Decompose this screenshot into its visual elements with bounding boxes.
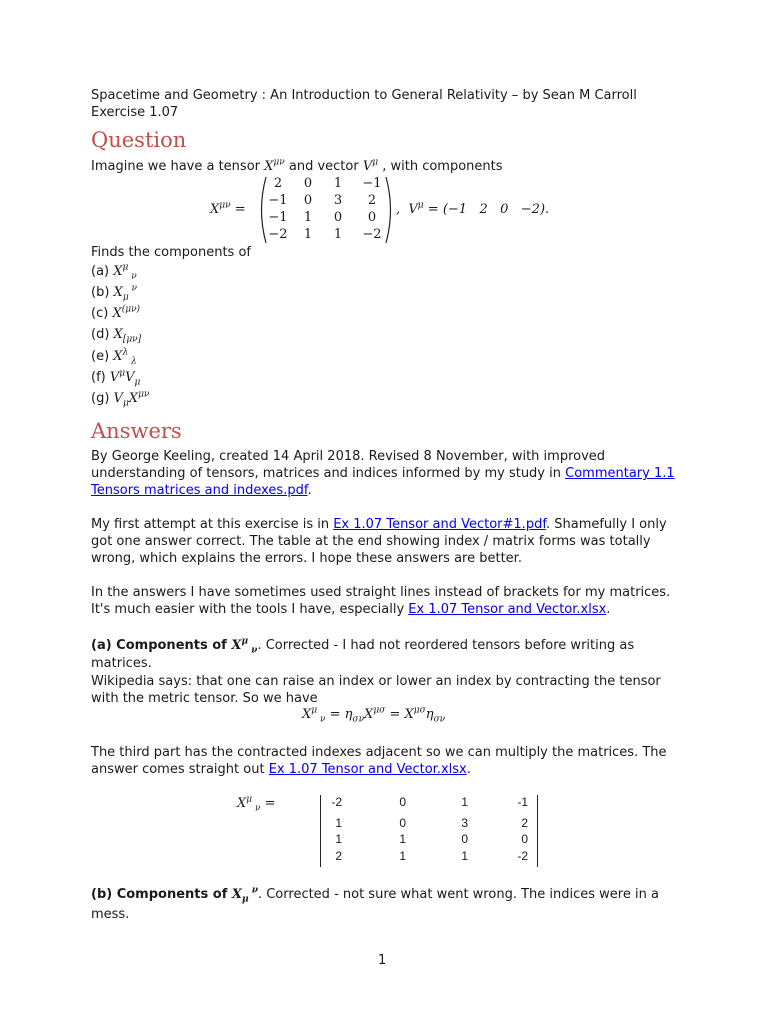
result-cell: 2 xyxy=(521,816,528,830)
matrix-cell: −2 xyxy=(362,227,382,242)
matrix-cell: 1 xyxy=(303,227,313,242)
result-cell: 1 xyxy=(335,816,342,830)
commentary-link-part2[interactable]: Tensors matrices and indexes.pdf xyxy=(91,483,308,498)
result-cell: 1 xyxy=(399,832,406,846)
result-cell: 1 xyxy=(461,849,468,863)
item-g: (g) $V_\mu X^{\mu\nu}$ xyxy=(91,389,150,409)
matrix-cell: −1 xyxy=(268,193,288,208)
item-c: (c) $X^{(\mu\nu)}$ xyxy=(91,304,141,321)
matrix-cell: 3 xyxy=(333,193,343,208)
part-a-line3: Wikipedia says: that one can raise an index or lower an index by contracting the tensor xyxy=(91,674,661,689)
matrix-cell: 1 xyxy=(303,210,313,225)
first-attempt-line2: got one answer correct. The table at the end showing index / matrix forms was totally xyxy=(91,534,651,549)
result-cell: -2 xyxy=(517,849,528,863)
tensor-matrix-equation xyxy=(210,176,590,244)
matrix-cell: 0 xyxy=(303,176,313,191)
result-cell: -2 xyxy=(331,795,342,809)
matrix-cell: 1 xyxy=(333,176,343,191)
result-cell: 2 xyxy=(335,849,342,863)
result-cell: 0 xyxy=(461,832,468,846)
question-intro xyxy=(91,158,503,175)
matrix-format-line1: In the answers I have sometimes used straight lines instead of brackets for my matrices. xyxy=(91,585,671,600)
tensor-matrix xyxy=(266,176,386,244)
exercise-number: Exercise 1.07 xyxy=(91,105,179,120)
result-cell: 0 xyxy=(399,795,406,809)
matrix-cell: 2 xyxy=(273,176,283,191)
result-lhs: $X^\mu$ $_\nu$ = xyxy=(237,794,276,814)
commentary-link-part1[interactable]: Commentary 1.1 xyxy=(565,466,675,481)
intro-text-2: and vector xyxy=(284,159,363,174)
find-components-text: Finds the components of xyxy=(91,245,251,260)
part-b-heading: (b) Components of $X_\mu$ $^\nu$. Corrected - not sure what went wrong. The indices were in a xyxy=(91,885,659,905)
matrix-cell: −2 xyxy=(268,227,288,242)
matrix-cell: 0 xyxy=(333,210,343,225)
matrix-cell: −1 xyxy=(268,210,288,225)
right-paren-icon xyxy=(384,176,396,244)
result-cell: 0 xyxy=(521,832,528,846)
matrix-cell: −1 xyxy=(362,176,382,191)
result-cell: 0 xyxy=(399,816,406,830)
intro-text-1: Imagine we have a tensor xyxy=(91,159,265,174)
matrix-cell: 0 xyxy=(303,193,313,208)
result-cell: 1 xyxy=(399,849,406,863)
matrix-cell: 2 xyxy=(367,193,377,208)
question-heading: Question xyxy=(91,128,187,152)
part-a-line2: matrices. xyxy=(91,656,152,671)
first-attempt-line3: wrong, which explains the errors. I hope these answers are better. xyxy=(91,551,522,566)
item-d: (d) $X_{[\mu\nu]}$ xyxy=(91,327,142,345)
matrix-cell: 0 xyxy=(367,210,377,225)
book-title-line: Spacetime and Geometry : An Introduction to General Relativity – by Sean M Carroll xyxy=(91,88,637,103)
vector-equation: , $V^\mu = (-1$ 2 0 −2). xyxy=(396,200,550,217)
page-number: 1 xyxy=(378,953,387,968)
first-attempt-link[interactable]: Ex 1.07 Tensor and Vector#1.pdf xyxy=(333,517,546,532)
part-b-line2: mess. xyxy=(91,907,130,922)
matrix-format-line2: It's much easier with the tools I have, especially Ex 1.07 Tensor and Vector.xlsx. xyxy=(91,602,611,617)
answers-heading: Answers xyxy=(91,419,182,443)
item-e: (e) $X^\lambda$ $_\lambda$ xyxy=(91,347,137,367)
result-cell: 1 xyxy=(461,795,468,809)
third-part-line1: The third part has the contracted indexes adjacent so we can multiply the matrices. The xyxy=(91,745,667,760)
result-cell: -1 xyxy=(517,795,528,809)
item-b: (b) $X_\mu$ $^\nu$ xyxy=(91,283,138,303)
result-matrix xyxy=(320,795,538,867)
part-a-line4: with the metric tensor. So we have xyxy=(91,691,318,706)
matrix-lhs: $X^{\mu\nu}$ = xyxy=(210,200,246,217)
index-lowering-equation: $X^\mu$ $_\nu = \eta_{\sigma\nu}X^{\mu\sigma} = X^{\mu\sigma}\eta_{\sigma\nu}$ xyxy=(302,705,446,725)
xlsx-link-1[interactable]: Ex 1.07 Tensor and Vector.xlsx xyxy=(408,602,607,617)
item-f: (f) $V^\mu V_\mu$ xyxy=(91,368,141,388)
xlsx-link-2[interactable]: Ex 1.07 Tensor and Vector.xlsx xyxy=(268,762,467,777)
tensor-symbol: $X^{\mu\nu}$ xyxy=(264,157,285,174)
item-a: (a) $X^\mu$ $_\nu$ xyxy=(91,262,137,282)
third-part-line2: answer comes straight out Ex 1.07 Tensor and Vector.xlsx. xyxy=(91,762,471,777)
intro-text-3: , with components xyxy=(378,159,503,174)
result-cell: 3 xyxy=(461,816,468,830)
result-cell: 1 xyxy=(335,832,342,846)
author-note-line2: understanding of tensors, matrices and indices informed by my study in Commentary 1.1 xyxy=(91,466,675,481)
author-note-line1: By George Keeling, created 14 April 2018. Revised 8 November, with improved xyxy=(91,449,606,464)
matrix-cell: 1 xyxy=(333,227,343,242)
part-a-heading: (a) Components of $X^\mu$ $_\nu$. Corrected - I had not reordered tensors before writing as xyxy=(91,636,635,656)
vector-symbol: $V^\mu$ xyxy=(362,157,379,174)
author-note-line3: Tensors matrices and indexes.pdf. xyxy=(91,483,312,498)
first-attempt-line1: My first attempt at this exercise is in Ex 1.07 Tensor and Vector#1.pdf. Shamefully I only xyxy=(91,517,667,532)
